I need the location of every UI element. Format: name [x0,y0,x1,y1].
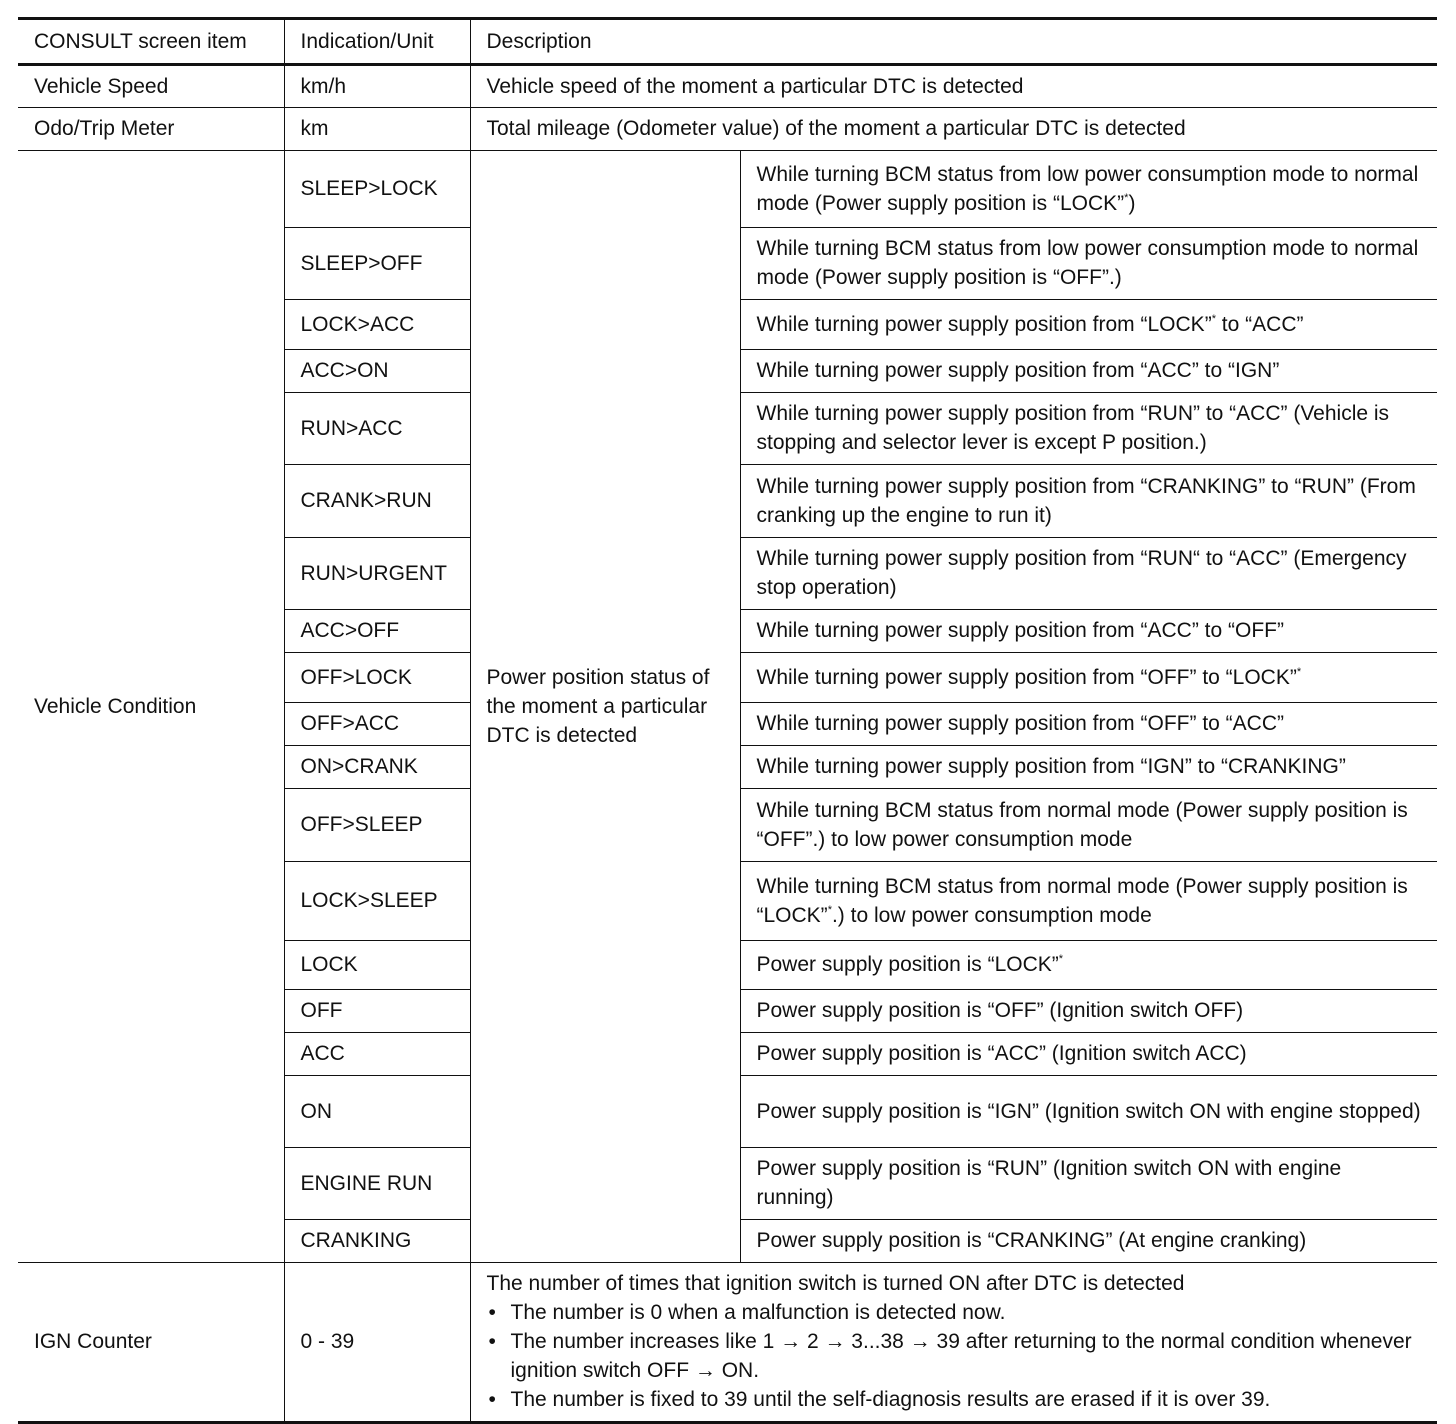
description-text: Power supply position is “IGN” (Ignition switch ON with engine stopped) [756,1099,1421,1123]
description-cell [740,862,1437,941]
description-cell: Total mileage (Odometer value) of the moment a particular DTC is detected [470,108,1437,151]
item-cell: IGN Counter [18,1263,284,1423]
unit-cell: LOCK>SLEEP [284,862,470,941]
unit-cell: ACC>OFF [284,610,470,653]
description-cell [740,538,1437,610]
description-text: While turning BCM status from normal mode (Power supply position is “LOCK” [756,874,1408,927]
description-text: While turning power supply position from “RUN” to “ACC” (Vehicle is stopping and selector lever is except P position.) [756,402,1390,454]
unit-cell: km/h [284,65,470,108]
table-row [18,65,1437,108]
power-position-description: Power position status of the moment a particular DTC is detected [470,151,740,1263]
description-text: Power supply position is “LOCK” [756,953,1059,976]
footnote-asterisk: * [1124,191,1129,204]
footnote-asterisk: * [1296,665,1302,678]
ign-counter-bullets [487,1298,1424,1414]
description-text: While turning BCM status from normal mode (Power supply position is “OFF”.) to low power consumption mode [756,798,1408,851]
ign-counter-intro: The number of times that ignition switch is turned ON after DTC is detected [486,1272,1185,1295]
description-cell [740,746,1437,789]
unit-cell: LOCK [284,941,470,990]
description-cell [740,610,1437,653]
unit-cell: OFF [284,990,470,1033]
unit-cell: ENGINE RUN [284,1148,470,1220]
unit-cell: OFF>ACC [284,703,470,746]
description-text: While turning power supply position from “OFF” to “LOCK” [756,665,1297,689]
table-header-row [18,19,1437,65]
table-row [18,151,1437,228]
header-item: CONSULT screen item [18,19,284,65]
footnote-asterisk: * [1211,312,1216,325]
description-text: While turning power supply position from “LOCK” [756,312,1212,336]
description-cell [740,653,1437,703]
unit-cell: RUN>URGENT [284,538,470,610]
unit-cell: OFF>SLEEP [284,789,470,862]
description-text-continued: .) to low power consumption mode [831,903,1152,927]
unit-cell: ACC>ON [284,350,470,393]
unit-cell: OFF>LOCK [284,653,470,703]
description-text-continued: to “ACC” [1215,312,1304,336]
description-cell [740,151,1437,228]
unit-cell: km [284,108,470,151]
footnote-asterisk: * [827,903,832,916]
description-cell [740,1033,1437,1076]
description-cell [740,990,1437,1033]
table-row [18,108,1437,151]
unit-cell: ON [284,1076,470,1148]
description-cell [740,300,1437,350]
description-cell [740,465,1437,538]
bullet-item: • The number is fixed to 39 until the self-diagnosis results are erased if it is over 39. [487,1385,1424,1414]
description-text: While turning BCM status from low power consumption mode to normal mode (Power supply position is “LOCK” [756,162,1419,215]
unit-cell: LOCK>ACC [284,300,470,350]
description-cell [470,1263,1437,1423]
description-cell [740,789,1437,862]
header-description: Description [470,19,1437,65]
item-cell: Odo/Trip Meter [18,108,284,151]
description-text: Power supply position is “RUN” (Ignition switch ON with engine running) [756,1157,1342,1209]
description-cell: Vehicle speed of the moment a particular DTC is detected [470,65,1437,108]
description-cell [740,393,1437,465]
item-cell: Vehicle Condition [18,151,284,1263]
description-text: Power supply position is “CRANKING” (At engine cranking) [756,1229,1307,1252]
description-text-continued: ) [1128,191,1136,215]
unit-cell: SLEEP>LOCK [284,151,470,228]
description-cell [740,1148,1437,1220]
bullet-item: • The number increases like 1 → 2 → 3...38 → 39 after returning to the normal condition whenever ignition switch OFF → ON. [487,1327,1424,1385]
description-text: While turning power supply position from “ACC” to “IGN” [756,359,1280,382]
unit-cell: 0 - 39 [284,1263,470,1423]
description-cell [740,941,1437,990]
description-text: While turning power supply position from “CRANKING” to “RUN” (From cranking up the engine to run it) [756,474,1416,527]
unit-cell: CRANKING [284,1220,470,1263]
description-cell [740,1220,1437,1263]
description-text: While turning power supply position from “IGN” to “CRANKING” [756,755,1346,778]
header-unit: Indication/Unit [284,19,470,65]
unit-cell: ACC [284,1033,470,1076]
unit-cell: CRANK>RUN [284,465,470,538]
description-text: While turning BCM status from low power consumption mode to normal mode (Power supply position is “OFF”.) [756,237,1419,289]
unit-cell: RUN>ACC [284,393,470,465]
description-cell [740,1076,1437,1148]
description-text: Power supply position is “ACC” (Ignition switch ACC) [756,1042,1247,1065]
description-cell [740,703,1437,746]
footnote-asterisk: * [1058,953,1064,965]
description-text: While turning power supply position from “ACC” to “OFF” [756,619,1284,642]
description-text: While turning power supply position from “OFF” to “ACC” [756,712,1284,735]
unit-cell: ON>CRANK [284,746,470,789]
description-cell [740,350,1437,393]
consult-data-table [18,17,1437,1424]
unit-cell: SLEEP>OFF [284,228,470,300]
item-cell: Vehicle Speed [18,65,284,108]
description-text: Power supply position is “OFF” (Ignition switch OFF) [756,999,1244,1022]
bullet-item: • The number is 0 when a malfunction is detected now. [487,1298,1424,1327]
description-cell [740,228,1437,300]
table-row [18,1263,1437,1423]
description-text: While turning power supply position from “RUN“ to “ACC” (Emergency stop operation) [756,547,1407,599]
